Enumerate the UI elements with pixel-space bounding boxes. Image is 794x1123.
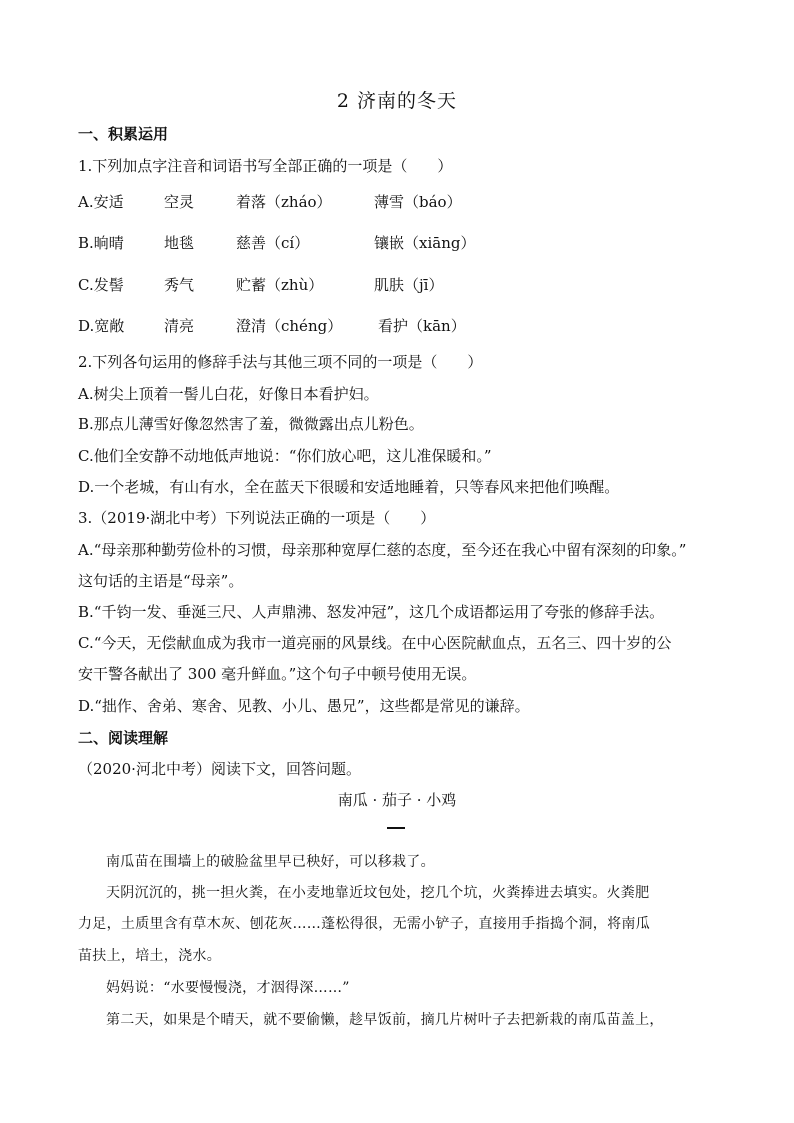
q1-option-c-col4: 肌肤（jī） [374, 276, 444, 294]
passage-line-6: 第二天，如果是个晴天，就不要偷懒，趁早饭前，摘几片树叶子去把新栽的南瓜苗盖上， [106, 1012, 664, 1028]
question-1-stem: 1.下列加点字注音和词语书写全部正确的一项是（ ） [78, 157, 453, 175]
q3-option-a-line1: A.“母亲那种勤劳俭朴的习惯，母亲那种宽厚仁慈的态度，至今还在我心中留有深刻的印象。” [78, 541, 687, 559]
q1-option-b-col3: 慈善（cí） [236, 234, 310, 252]
q2-option-c: C.他们全安静不动地低声地说：“你们放心吧，这儿准保暖和。” [78, 447, 492, 465]
passage-line-5: 妈妈说：“水要慢慢浇，才洇得深……” [106, 980, 350, 996]
passage-line-3: 力足，土质里含有草木灰、刨花灰……蓬松得很，无需小铲子，直接用手指捣个洞，将南瓜 [78, 916, 650, 932]
q2-option-b: B.那点儿薄雪好像忽然害了羞，微微露出点儿粉色。 [78, 415, 424, 433]
q1-option-d-col1: D.宽敞 [78, 317, 125, 335]
q1-option-a-col2: 空灵 [164, 193, 195, 211]
q1-option-d-col3: 澄清（chéng） [236, 317, 343, 335]
question-3-stem: 3.（2019·湖北中考）下列说法正确的一项是（ ） [78, 509, 436, 527]
q3-option-a-line2: 这句话的主语是“母亲”。 [78, 572, 244, 590]
q1-option-a-col1: A.安适 [78, 193, 124, 211]
q2-option-d: D.一个老城，有山有水，全在蓝天下很暖和安适地睡着，只等春风来把他们唤醒。 [78, 478, 620, 496]
q1-option-c-col2: 秀气 [164, 276, 195, 294]
q1-option-a-col3: 着落（zháo） [236, 193, 332, 211]
q3-option-c-line2: 安干警各献出了 300 毫升鲜血。”这个句子中顿号使用无误。 [78, 665, 477, 683]
q1-option-c-col3: 贮蓄（zhù） [236, 276, 324, 294]
reading-intro: （2020·河北中考）阅读下文，回答问题。 [78, 760, 361, 778]
q1-option-b-col4: 镶嵌（xiāng） [374, 234, 476, 252]
q1-option-c-col1: C.发髻 [78, 276, 124, 294]
q1-option-a-col4: 薄雪（báo） [374, 193, 462, 211]
section-heading-accumulation: 一、积累运用 [78, 125, 169, 143]
q3-option-c-line1: C.“今天，无偿献血成为我市一道亮丽的风景线。在中心医院献血点，五名三、四十岁的公 [78, 634, 672, 652]
passage-line-2: 天阴沉沉的，挑一担火粪，在小麦地靠近坟包处，挖几个坑，火粪捧进去填实。火粪肥 [106, 885, 650, 901]
q1-option-d-col4: 看护（kān） [378, 317, 466, 335]
q3-option-d: D.“拙作、舍弟、寒舍、见教、小儿、愚兄”，这些都是常见的谦辞。 [78, 697, 530, 715]
q1-option-d-col2: 清亮 [164, 317, 195, 335]
q1-option-b-col2: 地毯 [164, 234, 195, 252]
passage-part-marker [387, 827, 405, 829]
section-heading-reading: 二、阅读理解 [78, 729, 169, 747]
q1-option-b-col1: B.晌晴 [78, 234, 124, 252]
q3-option-b: B.“千钧一发、垂涎三尺、人声鼎沸、怒发冲冠”，这几个成语都运用了夸张的修辞手法。 [78, 603, 665, 621]
page-title: 2 济南的冬天 [336, 90, 458, 112]
q2-option-a: A.树尖上顶着一髻儿白花，好像日本看护妇。 [78, 385, 379, 403]
passage-title: 南瓜 · 茄子 · 小鸡 [337, 791, 457, 809]
passage-line-4: 苗扶上，培土，浇水。 [78, 948, 221, 964]
passage-line-1: 南瓜苗在围墙上的破脸盆里早已秧好，可以移栽了。 [106, 854, 435, 870]
question-2-stem: 2.下列各句运用的修辞手法与其他三项不同的一项是（ ） [78, 353, 483, 371]
